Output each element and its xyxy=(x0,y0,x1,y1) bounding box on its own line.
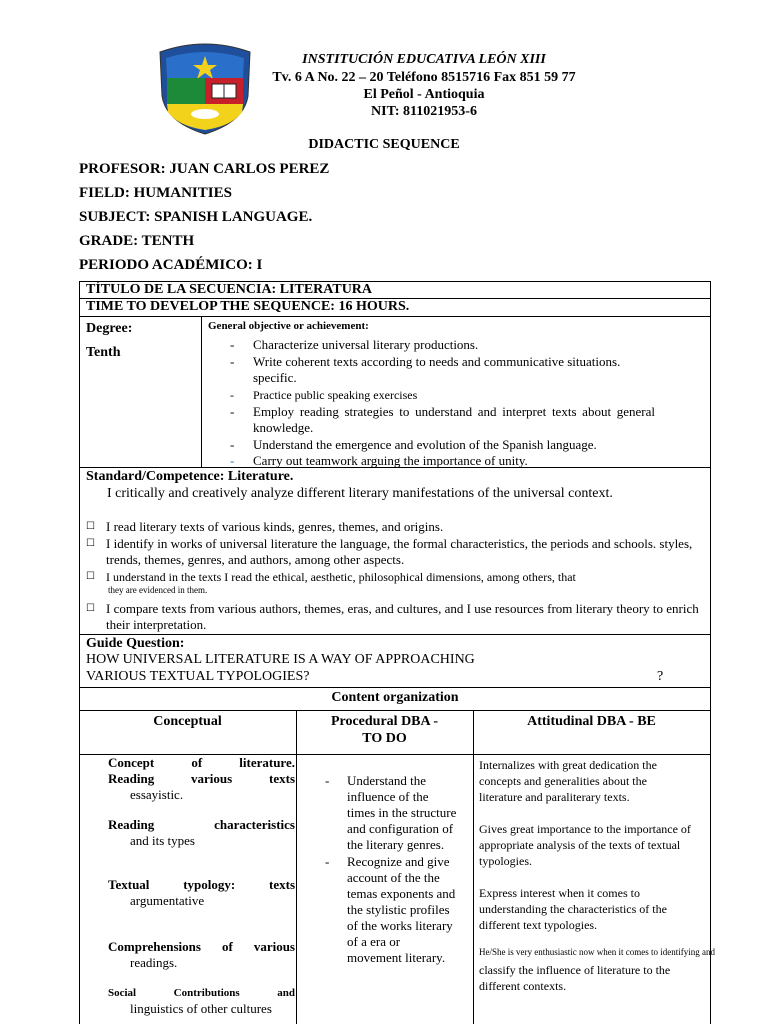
checkbox-icon: ☐ xyxy=(86,521,95,532)
guide-question-line-1: HOW UNIVERSAL LITERATURE IS A WAY OF APPROACHING xyxy=(86,652,475,667)
sequence-time: TIME TO DEVELOP THE SEQUENCE: 16 HOURS. xyxy=(86,299,410,314)
conceptual-head: Comprehensions of various xyxy=(108,939,295,954)
col-header-procedural: Procedural DBA - xyxy=(330,714,439,729)
procedural-list xyxy=(300,773,470,966)
objective-text: Characterize universal literary productions. xyxy=(253,337,479,352)
competence-text: I understand in the texts I read the ethical, aesthetic, philosophical dimensions, among others, that xyxy=(106,570,576,584)
checkbox-icon: ☐ xyxy=(86,603,95,614)
list-item xyxy=(84,519,704,535)
conceptual-head: Textual typology: texts xyxy=(108,877,295,892)
meta-subject: SUBJECT: SPANISH LANGUAGE. xyxy=(79,209,313,225)
list-item xyxy=(300,854,457,966)
list-item xyxy=(84,569,704,585)
conceptual-sub: argumentative xyxy=(130,893,205,908)
content-organization-heading: Content organization xyxy=(331,690,459,705)
institution-city: El Peñol - Antioquia xyxy=(363,87,485,102)
attitudinal-list xyxy=(479,757,715,994)
standard-title: Standard/Competence: Literature. xyxy=(86,469,294,484)
procedural-text: Understand the influence of the times in the structure and configuration of the literary genres. xyxy=(347,773,457,852)
list-item xyxy=(208,404,656,436)
objectives-list xyxy=(208,337,656,469)
procedural-text: Recognize and give account of the the temas exponents and the stylistic profiles of the works literary of a era or movement literary. xyxy=(347,854,456,965)
dash-bullet: - xyxy=(325,854,330,869)
list-item: Internalizes with great dedication the concepts and generalities about the literature and paraliterary texts. xyxy=(479,758,657,804)
list-item xyxy=(208,453,656,469)
conceptual-sub: linguistics of other cultures xyxy=(130,1001,272,1016)
objective-text: Carry out teamwork arguing the importance of unity. xyxy=(253,453,528,468)
competence-text: I identify in works of universal literature the language, the formal characteristics, the periods and schools. styles, trends, themes, genres, and authors, among other aspects. xyxy=(106,536,693,567)
conceptual-item xyxy=(108,939,295,971)
list-item xyxy=(84,601,704,633)
meta-field: FIELD: HUMANITIES xyxy=(79,185,232,201)
conceptual-head: Reading various texts xyxy=(108,771,295,786)
competence-text: I read literary texts of various kinds, genres, themes, and origins. xyxy=(106,519,444,534)
col-header-procedural-sub: TO DO xyxy=(362,731,407,746)
objective-text: Practice public speaking exercises xyxy=(253,388,418,402)
checkbox-icon: ☐ xyxy=(86,571,95,582)
conceptual-item xyxy=(108,877,295,909)
meta-periodo: PERIODO ACADÉMICO: I xyxy=(79,257,263,273)
list-item: Gives great importance to the importance of appropriate analysis of the texts of textual typologies. xyxy=(479,822,691,868)
meta-grade: GRADE: TENTH xyxy=(79,233,195,249)
institution-name: INSTITUCIÓN EDUCATIVA LEÓN XIII xyxy=(302,52,546,67)
competence-list xyxy=(84,519,704,633)
col-header-conceptual: Conceptual xyxy=(153,714,222,729)
dash-bullet: - xyxy=(230,354,235,369)
conceptual-item xyxy=(108,771,295,803)
list-item xyxy=(208,337,656,353)
sequence-title: TÍTULO DE LA SECUENCIA: LITERATURA xyxy=(86,282,373,297)
degree-value: Tenth xyxy=(86,345,121,360)
guide-question-label: Guide Question: xyxy=(86,636,185,651)
conceptual-item xyxy=(108,985,295,1017)
conceptual-sub: essayistic. xyxy=(130,787,184,802)
checkbox-icon: ☐ xyxy=(86,538,95,549)
institution-nit: NIT: 811021953-6 xyxy=(371,104,477,119)
list-item: classify the influence of literature to the different contexts. xyxy=(479,963,671,993)
objective-text: Write coherent texts according to needs and communicative situations. specific. xyxy=(253,354,621,385)
objective-label: General objective or achievement: xyxy=(208,320,369,332)
guide-question-mark: ? xyxy=(657,669,664,684)
conceptual-sub: readings. xyxy=(130,955,178,970)
list-item xyxy=(208,354,656,386)
institution-address: Tv. 6 A No. 22 – 20 Teléfono 8515716 Fax 851 59 77 xyxy=(272,70,576,85)
competence-text: they are evidenced in them. xyxy=(108,585,208,595)
objective-text: Employ reading strategies to understand and interpret texts about general knowledge. xyxy=(253,404,655,435)
conceptual-item xyxy=(108,817,295,849)
standard-text: I critically and creatively analyze different literary manifestations of the universal context. xyxy=(107,486,613,501)
list-item xyxy=(84,585,704,596)
dash-bullet: - xyxy=(230,437,235,452)
conceptual-item xyxy=(108,755,295,771)
dash-bullet: - xyxy=(230,453,235,468)
document-title: DIDACTIC SEQUENCE xyxy=(308,137,460,152)
degree-label: Degree: xyxy=(86,321,133,336)
conceptual-sub: and its types xyxy=(130,833,195,848)
list-item xyxy=(208,387,656,403)
guide-question-line-2: VARIOUS TEXTUAL TYPOLOGIES? xyxy=(86,669,310,684)
meta-profesor: PROFESOR: JUAN CARLOS PEREZ xyxy=(79,161,330,177)
objective-text: Understand the emergence and evolution of the Spanish language. xyxy=(253,437,597,452)
dash-bullet: - xyxy=(230,388,234,402)
conceptual-list xyxy=(108,755,295,1017)
list-item xyxy=(208,437,656,453)
conceptual-head: Concept of literature. xyxy=(108,755,295,770)
competence-text: I compare texts from various authors, themes, eras, and cultures, and I use resources from literary theory to enrich their interpretation. xyxy=(106,601,699,632)
list-item xyxy=(300,773,457,853)
dash-bullet: - xyxy=(230,404,235,419)
list-item xyxy=(84,536,704,568)
dash-bullet: - xyxy=(325,773,330,788)
list-item: Express interest when it comes to understanding the characteristics of the different text typologies. xyxy=(479,886,667,932)
list-item: He/She is very enthusiastic now when it comes to identifying and xyxy=(479,947,715,957)
conceptual-head: Reading characteristics xyxy=(108,817,295,832)
dash-bullet: - xyxy=(230,337,235,352)
col-header-attitudinal: Attitudinal DBA - BE xyxy=(527,714,656,729)
conceptual-head: Social Contributions and xyxy=(108,987,295,999)
